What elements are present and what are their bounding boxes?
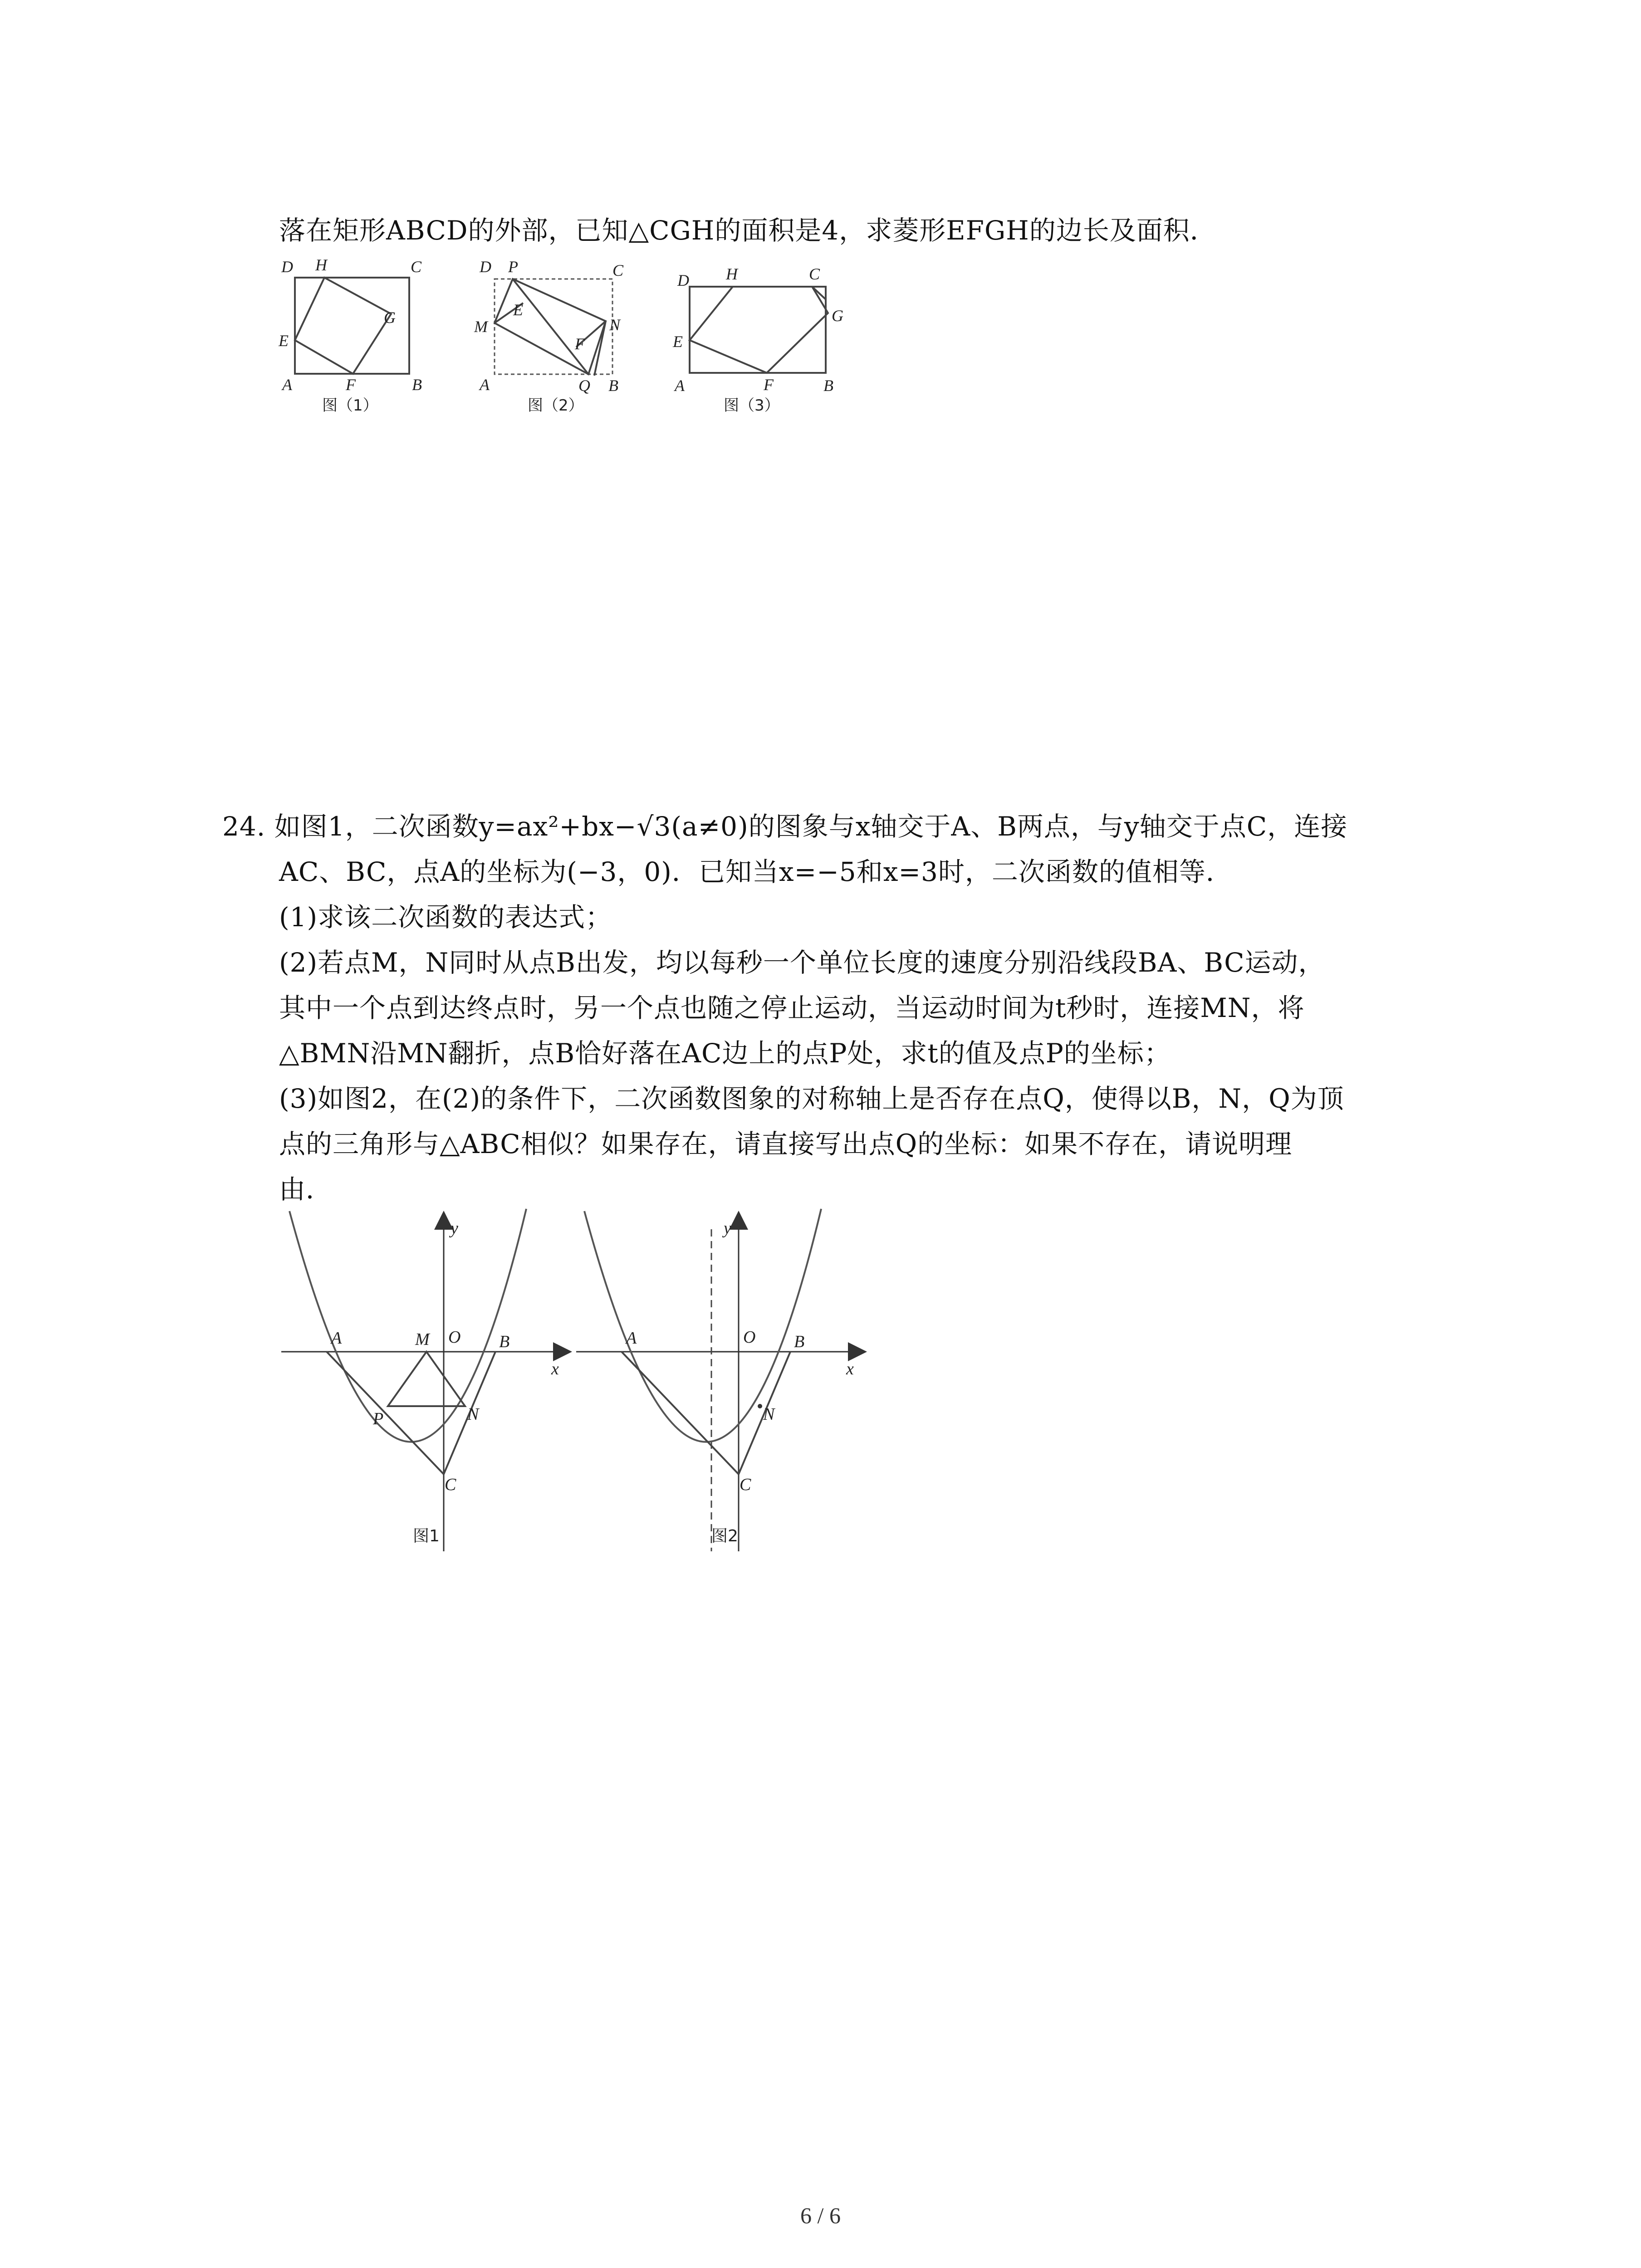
caption-fig-2: 图（2）: [528, 396, 584, 415]
label-O: O: [448, 1328, 461, 1347]
label-C: C: [411, 258, 422, 276]
problem24-line-3: (1)求该二次函数的表达式；: [279, 902, 612, 933]
figure-rect-3: [665, 254, 860, 428]
label-G: G: [384, 308, 396, 327]
problem24-line-8: 点的三角形与△ABC相似？如果存在，请直接写出点Q的坐标：如果不存在，请说明理: [279, 1129, 1293, 1159]
label-y: y: [724, 1219, 731, 1238]
label-Q: Q: [578, 376, 590, 395]
label-F: F: [346, 376, 356, 394]
caption-fig-1: 图（1）: [322, 396, 378, 415]
label-H: H: [315, 256, 327, 274]
label-M: M: [415, 1330, 430, 1349]
label-D: D: [677, 271, 689, 289]
label-A: A: [282, 376, 292, 394]
label-E: E: [513, 301, 523, 319]
problem24-line-5: 其中一个点到达终点时，另一个点也随之停止运动，当运动时间为t秒时，连接MN，将: [279, 992, 1305, 1023]
problem24-line-9: 由．: [279, 1174, 333, 1205]
label-D: D: [480, 258, 491, 276]
label-B: B: [412, 376, 422, 394]
problem24-line-2: AC、BC，点A的坐标为(−3，0)．已知当x=−5和x=3时，二次函数的值相等．: [279, 856, 1233, 887]
problem24-line-1: 24. 如图1，二次函数y=ax²+bx−√3(a≠0)的图象与x轴交于A、B两点，与y轴交于点C，连接: [222, 811, 1348, 842]
figure-parabola-2: [567, 1207, 876, 1562]
label-O: O: [743, 1328, 756, 1347]
label-N: N: [467, 1405, 479, 1424]
label-M: M: [474, 318, 488, 336]
label-E: E: [279, 332, 289, 350]
label-H: H: [726, 265, 738, 283]
label-C: C: [740, 1475, 751, 1494]
label-x: x: [846, 1359, 854, 1378]
label-x: x: [551, 1359, 559, 1378]
figure-parabola-1: [272, 1207, 581, 1562]
label-A: A: [675, 376, 685, 395]
label-B: B: [608, 376, 618, 395]
label-G: G: [832, 307, 843, 325]
label-A: A: [480, 376, 490, 394]
label-D: D: [281, 258, 293, 276]
label-F: F: [575, 335, 585, 353]
label-A: A: [626, 1329, 637, 1348]
label-F: F: [764, 376, 774, 394]
figure-rect-2: [470, 254, 642, 428]
label-N: N: [609, 316, 621, 334]
label-B: B: [794, 1332, 805, 1351]
label-B: B: [823, 376, 833, 395]
problem24-line-6: △BMN沿MN翻折，点B恰好落在AC边上的点P处，求t的值及点P的坐标；: [279, 1038, 1171, 1069]
label-C: C: [445, 1475, 456, 1494]
intro-text: 落在矩形ABCD的外部，已知△CGH的面积是4，求菱形EFGH的边长及面积．: [279, 215, 1217, 246]
label-P: P: [508, 258, 518, 276]
label-C: C: [809, 265, 820, 283]
label-C: C: [612, 261, 624, 279]
caption-parabola-1: 图1: [413, 1527, 440, 1545]
problem24-line-4: (2)若点M，N同时从点B出发，均以每秒一个单位长度的速度分别沿线段BA、BC运动，: [279, 947, 1325, 978]
caption-parabola-2: 图2: [711, 1527, 738, 1545]
label-N: N: [763, 1405, 775, 1424]
page-number: 6 / 6: [800, 2203, 841, 2228]
label-B: B: [499, 1332, 510, 1351]
label-A: A: [331, 1329, 342, 1348]
figure-rect-1: [272, 254, 422, 428]
label-P: P: [373, 1409, 384, 1428]
caption-fig-3: 图（3）: [724, 396, 780, 415]
problem24-line-7: (3)如图2，在(2)的条件下，二次函数图象的对称轴上是否存在点Q，使得以B，N，Q为顶: [279, 1083, 1344, 1114]
label-E: E: [673, 332, 683, 351]
label-y: y: [451, 1219, 458, 1238]
